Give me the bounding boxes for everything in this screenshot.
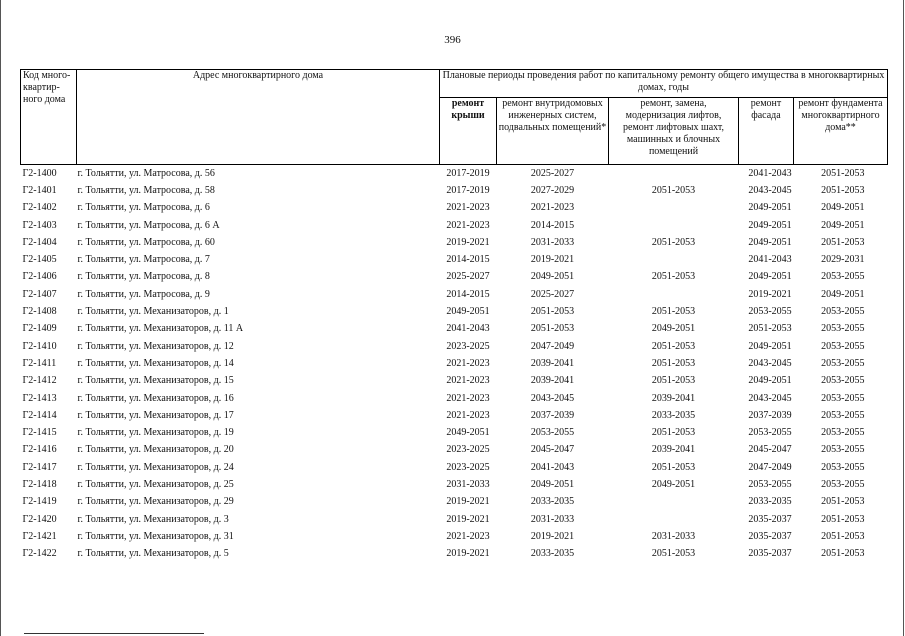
cell-foundation: 2053-2055 bbox=[821, 409, 865, 421]
cell-elevators: 2033-2035 bbox=[651, 409, 696, 421]
table-row bbox=[21, 373, 888, 390]
cell-code: Г2-1404 bbox=[22, 236, 57, 248]
cell-systems: 2051-2053 bbox=[530, 323, 575, 335]
cell-facade: 2053-2055 bbox=[748, 427, 792, 439]
cell-systems: 2025-2027 bbox=[530, 288, 575, 300]
cell-address: г. Тольятти, ул. Механизаторов, д. 20 bbox=[77, 444, 234, 456]
cell-elevators: 2051-2053 bbox=[651, 427, 696, 439]
cell-systems: 2025-2027 bbox=[530, 167, 575, 179]
cell-roof: 2021-2023 bbox=[446, 375, 490, 387]
cell-foundation: 2053-2055 bbox=[821, 357, 865, 369]
cell-roof: 2049-2051 bbox=[446, 306, 490, 318]
cell-systems: 2039-2041 bbox=[530, 375, 575, 387]
table-row bbox=[21, 459, 888, 476]
header-facade: ремонт фасада bbox=[739, 98, 794, 165]
cell-roof: 2021-2023 bbox=[446, 219, 490, 231]
header-code: Код много-квартир-ного дома bbox=[21, 70, 77, 165]
cell-facade: 2043-2045 bbox=[748, 392, 792, 404]
cell-elevators: 2051-2053 bbox=[651, 184, 696, 196]
cell-roof: 2021-2023 bbox=[446, 357, 490, 369]
table-row bbox=[21, 546, 888, 563]
table-row bbox=[21, 182, 888, 199]
page-border-right bbox=[903, 0, 904, 636]
cell-systems: 2031-2033 bbox=[530, 236, 575, 248]
cell-systems: 2021-2023 bbox=[530, 202, 575, 214]
cell-facade: 2045-2047 bbox=[748, 444, 792, 456]
header-foundation: ремонт фундамента многоквартирного дома** bbox=[794, 98, 888, 165]
table-row bbox=[21, 251, 888, 268]
cell-address: г. Тольятти, ул. Матросова, д. 56 bbox=[77, 167, 215, 179]
cell-foundation: 2053-2055 bbox=[821, 323, 865, 335]
cell-foundation: 2053-2055 bbox=[821, 427, 865, 439]
cell-code: Г2-1420 bbox=[22, 513, 57, 525]
cell-systems: 2019-2021 bbox=[530, 530, 575, 542]
cell-elevators: 2051-2053 bbox=[651, 236, 696, 248]
cell-foundation: 2049-2051 bbox=[821, 219, 865, 231]
cell-foundation: 2053-2055 bbox=[821, 392, 865, 404]
cell-foundation: 2051-2053 bbox=[821, 167, 865, 179]
cell-code: Г2-1403 bbox=[22, 219, 57, 231]
page-number: 396 bbox=[444, 34, 461, 46]
cell-elevators: 2051-2053 bbox=[651, 306, 696, 318]
cell-address: г. Тольятти, ул. Матросова, д. 9 bbox=[77, 288, 210, 300]
cell-elevators bbox=[609, 251, 739, 268]
cell-facade: 2043-2045 bbox=[748, 357, 792, 369]
cell-address: г. Тольятти, ул. Механизаторов, д. 12 bbox=[77, 340, 234, 352]
table-row bbox=[21, 269, 888, 286]
cell-roof: 2021-2023 bbox=[446, 392, 490, 404]
header-address: Адрес многоквартирного дома bbox=[77, 70, 440, 165]
cell-elevators bbox=[609, 511, 739, 528]
cell-code: Г2-1408 bbox=[22, 306, 57, 318]
cell-code: Г2-1419 bbox=[22, 496, 57, 508]
cell-elevators: 2031-2033 bbox=[651, 530, 696, 542]
cell-systems: 2045-2047 bbox=[530, 444, 575, 456]
cell-roof: 2023-2025 bbox=[446, 444, 490, 456]
cell-facade: 2053-2055 bbox=[748, 478, 792, 490]
cell-facade: 2043-2045 bbox=[748, 184, 792, 196]
table-row bbox=[21, 303, 888, 320]
cell-code: Г2-1409 bbox=[22, 323, 57, 335]
cell-foundation: 2049-2051 bbox=[821, 288, 865, 300]
cell-address: г. Тольятти, ул. Матросова, д. 7 bbox=[77, 254, 210, 266]
cell-address: г. Тольятти, ул. Механизаторов, д. 14 bbox=[77, 357, 234, 369]
cell-address: г. Тольятти, ул. Механизаторов, д. 16 bbox=[77, 392, 234, 404]
cell-foundation: 2029-2031 bbox=[821, 254, 865, 266]
table-row bbox=[21, 390, 888, 407]
table-row bbox=[21, 165, 888, 183]
table-row bbox=[21, 200, 888, 217]
cell-address: г. Тольятти, ул. Механизаторов, д. 17 bbox=[77, 409, 234, 421]
cell-facade: 2049-2051 bbox=[748, 375, 792, 387]
table-row bbox=[21, 528, 888, 545]
cell-foundation: 2051-2053 bbox=[821, 496, 865, 508]
cell-facade: 2049-2051 bbox=[748, 236, 792, 248]
table-row bbox=[21, 511, 888, 528]
cell-foundation: 2053-2055 bbox=[821, 461, 865, 473]
table-row bbox=[21, 234, 888, 251]
cell-foundation: 2049-2051 bbox=[821, 202, 865, 214]
table-row bbox=[21, 217, 888, 234]
cell-foundation: 2051-2053 bbox=[821, 513, 865, 525]
cell-roof: 2049-2051 bbox=[446, 427, 490, 439]
header-systems: ремонт внутридомовых инженерных систем, подвальных помещений* bbox=[497, 98, 609, 165]
cell-roof: 2021-2023 bbox=[446, 202, 490, 214]
cell-roof: 2019-2021 bbox=[446, 548, 490, 560]
cell-roof: 2019-2021 bbox=[446, 236, 490, 248]
cell-facade: 2053-2055 bbox=[748, 306, 792, 318]
cell-systems: 2014-2015 bbox=[530, 219, 575, 231]
cell-facade: 2035-2037 bbox=[748, 530, 792, 542]
cell-address: г. Тольятти, ул. Механизаторов, д. 31 bbox=[77, 530, 234, 542]
cell-code: Г2-1407 bbox=[22, 288, 57, 300]
cell-address: г. Тольятти, ул. Матросова, д. 8 bbox=[77, 271, 210, 283]
cell-systems: 2051-2053 bbox=[530, 306, 575, 318]
cell-code: Г2-1401 bbox=[22, 184, 57, 196]
cell-code: Г2-1416 bbox=[22, 444, 57, 456]
table-row bbox=[21, 407, 888, 424]
cell-facade: 2019-2021 bbox=[748, 288, 792, 300]
table-body bbox=[21, 165, 888, 563]
cell-roof: 2019-2021 bbox=[446, 496, 490, 508]
cell-address: г. Тольятти, ул. Механизаторов, д. 19 bbox=[77, 427, 234, 439]
cell-roof: 2014-2015 bbox=[446, 288, 490, 300]
cell-code: Г2-1400 bbox=[22, 167, 57, 179]
cell-systems: 2049-2051 bbox=[530, 271, 575, 283]
cell-address: г. Тольятти, ул. Механизаторов, д. 11 А bbox=[77, 323, 244, 335]
cell-address: г. Тольятти, ул. Механизаторов, д. 1 bbox=[77, 306, 229, 318]
cell-roof: 2025-2027 bbox=[446, 271, 490, 283]
cell-roof: 2014-2015 bbox=[446, 254, 490, 266]
cell-code: Г2-1402 bbox=[22, 202, 57, 214]
cell-facade: 2049-2051 bbox=[748, 219, 792, 231]
cell-code: Г2-1414 bbox=[22, 409, 57, 421]
cell-foundation: 2053-2055 bbox=[821, 271, 865, 283]
cell-roof: 2023-2025 bbox=[446, 461, 490, 473]
cell-elevators: 2051-2053 bbox=[651, 548, 696, 560]
cell-address: г. Тольятти, ул. Механизаторов, д. 15 bbox=[77, 375, 234, 387]
cell-code: Г2-1405 bbox=[22, 254, 57, 266]
cell-facade: 2049-2051 bbox=[748, 271, 792, 283]
cell-foundation: 2053-2055 bbox=[821, 306, 865, 318]
cell-code: Г2-1422 bbox=[22, 548, 57, 560]
cell-systems: 2033-2035 bbox=[530, 496, 575, 508]
cell-facade: 2041-2043 bbox=[748, 167, 792, 179]
cell-facade: 2037-2039 bbox=[748, 409, 792, 421]
cell-systems: 2049-2051 bbox=[530, 478, 575, 490]
cell-elevators bbox=[609, 494, 739, 511]
cell-systems: 2053-2055 bbox=[530, 427, 575, 439]
cell-roof: 2017-2019 bbox=[446, 167, 490, 179]
cell-foundation: 2051-2053 bbox=[821, 236, 865, 248]
cell-address: г. Тольятти, ул. Механизаторов, д. 5 bbox=[77, 548, 229, 560]
page-border-left bbox=[0, 0, 1, 636]
cell-roof: 2021-2023 bbox=[446, 409, 490, 421]
cell-systems: 2043-2045 bbox=[530, 392, 575, 404]
table-row bbox=[21, 424, 888, 441]
cell-foundation: 2051-2053 bbox=[821, 530, 865, 542]
cell-roof: 2023-2025 bbox=[446, 340, 490, 352]
table-row bbox=[21, 494, 888, 511]
cell-address: г. Тольятти, ул. Механизаторов, д. 25 bbox=[77, 478, 234, 490]
cell-facade: 2051-2053 bbox=[748, 323, 792, 335]
cell-code: Г2-1412 bbox=[22, 375, 57, 387]
footnote-rule bbox=[24, 633, 204, 634]
cell-code: Г2-1406 bbox=[22, 271, 57, 283]
cell-facade: 2047-2049 bbox=[748, 461, 792, 473]
cell-facade: 2035-2037 bbox=[748, 548, 792, 560]
cell-facade: 2041-2043 bbox=[748, 254, 792, 266]
cell-elevators: 2051-2053 bbox=[651, 375, 696, 387]
cell-code: Г2-1418 bbox=[22, 478, 57, 490]
cell-roof: 2019-2021 bbox=[446, 513, 490, 525]
header-periods: Плановые периоды проведения работ по капитальному ремонту общего имущества в многоквартирных домах, годы bbox=[440, 70, 888, 98]
cell-facade: 2049-2051 bbox=[748, 340, 792, 352]
cell-roof: 2021-2023 bbox=[446, 530, 490, 542]
cell-code: Г2-1415 bbox=[22, 427, 57, 439]
cell-code: Г2-1411 bbox=[22, 357, 57, 369]
cell-elevators: 2051-2053 bbox=[651, 357, 696, 369]
cell-address: г. Тольятти, ул. Матросова, д. 6 А bbox=[77, 219, 220, 231]
cell-elevators bbox=[609, 165, 739, 183]
cell-address: г. Тольятти, ул. Механизаторов, д. 3 bbox=[77, 513, 229, 525]
cell-systems: 2027-2029 bbox=[530, 184, 575, 196]
table-row bbox=[21, 286, 888, 303]
cell-systems: 2019-2021 bbox=[530, 254, 575, 266]
cell-elevators bbox=[609, 286, 739, 303]
cell-code: Г2-1410 bbox=[22, 340, 57, 352]
cell-foundation: 2053-2055 bbox=[821, 478, 865, 490]
table-row bbox=[21, 321, 888, 338]
cell-elevators bbox=[609, 217, 739, 234]
cell-code: Г2-1421 bbox=[22, 530, 57, 542]
table-row bbox=[21, 476, 888, 493]
cell-roof: 2031-2033 bbox=[446, 478, 490, 490]
cell-code: Г2-1417 bbox=[22, 461, 57, 473]
cell-elevators: 2051-2053 bbox=[651, 271, 696, 283]
cell-facade: 2049-2051 bbox=[748, 202, 792, 214]
cell-elevators: 2039-2041 bbox=[651, 392, 696, 404]
cell-elevators: 2049-2051 bbox=[651, 478, 696, 490]
header-roof: ремонт крыши bbox=[440, 98, 497, 165]
cell-systems: 2039-2041 bbox=[530, 357, 575, 369]
table-row bbox=[21, 355, 888, 372]
cell-systems: 2047-2049 bbox=[530, 340, 575, 352]
cell-systems: 2033-2035 bbox=[530, 548, 575, 560]
cell-elevators bbox=[609, 200, 739, 217]
cell-address: г. Тольятти, ул. Матросова, д. 6 bbox=[77, 202, 210, 214]
cell-elevators: 2051-2053 bbox=[651, 340, 696, 352]
cell-address: г. Тольятти, ул. Механизаторов, д. 24 bbox=[77, 461, 234, 473]
cell-roof: 2041-2043 bbox=[446, 323, 490, 335]
repair-schedule-table bbox=[20, 69, 888, 563]
cell-elevators: 2039-2041 bbox=[651, 444, 696, 456]
cell-systems: 2037-2039 bbox=[530, 409, 575, 421]
cell-foundation: 2051-2053 bbox=[821, 184, 865, 196]
cell-code: Г2-1413 bbox=[22, 392, 57, 404]
cell-systems: 2041-2043 bbox=[530, 461, 575, 473]
cell-elevators: 2049-2051 bbox=[651, 323, 696, 335]
cell-address: г. Тольятти, ул. Механизаторов, д. 29 bbox=[77, 496, 234, 508]
table-row bbox=[21, 338, 888, 355]
cell-foundation: 2053-2055 bbox=[821, 444, 865, 456]
header-elevators: ремонт, замена, модернизация лифтов, ремонт лифтовых шахт, машинных и блочных помещений bbox=[609, 98, 739, 165]
cell-foundation: 2053-2055 bbox=[821, 375, 865, 387]
cell-elevators: 2051-2053 bbox=[651, 461, 696, 473]
cell-address: г. Тольятти, ул. Матросова, д. 58 bbox=[77, 184, 215, 196]
cell-foundation: 2051-2053 bbox=[821, 548, 865, 560]
cell-foundation: 2053-2055 bbox=[821, 340, 865, 352]
cell-address: г. Тольятти, ул. Матросова, д. 60 bbox=[77, 236, 215, 248]
cell-roof: 2017-2019 bbox=[446, 184, 490, 196]
cell-facade: 2033-2035 bbox=[748, 496, 792, 508]
cell-facade: 2035-2037 bbox=[748, 513, 792, 525]
cell-systems: 2031-2033 bbox=[530, 513, 575, 525]
table-row bbox=[21, 442, 888, 459]
